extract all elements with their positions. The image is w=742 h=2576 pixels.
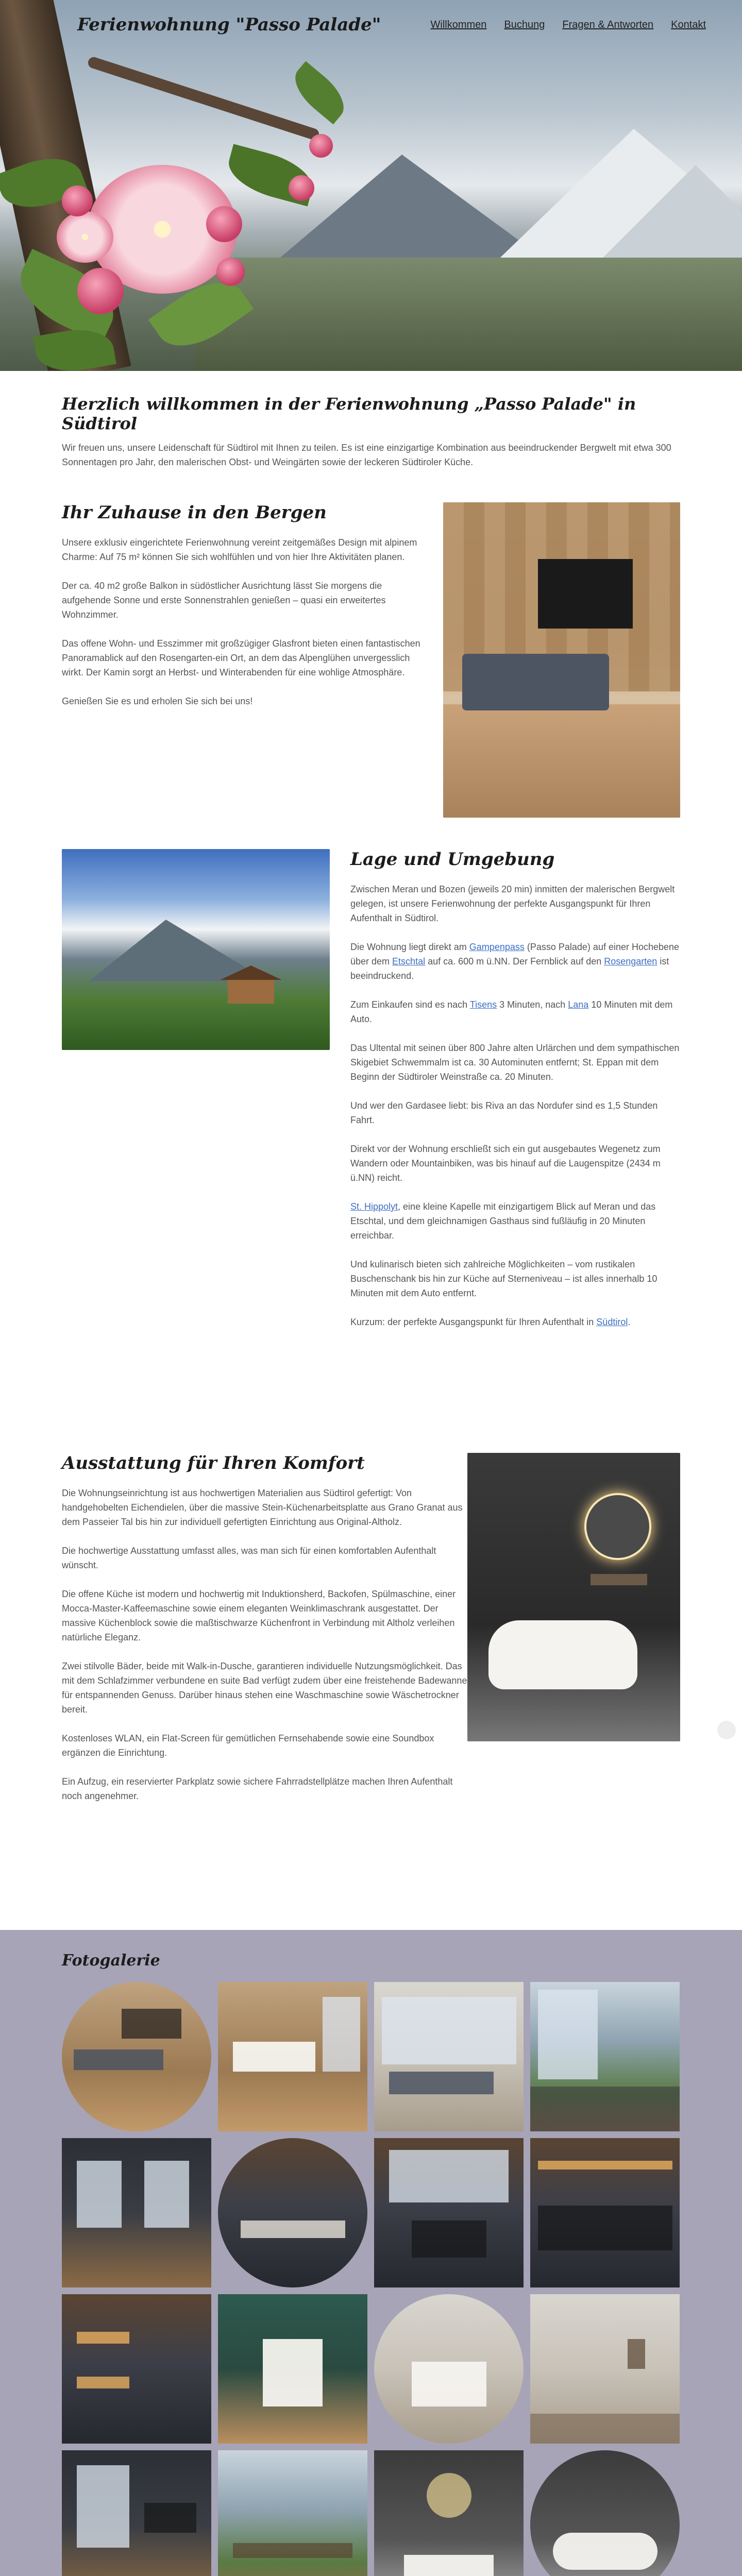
welcome-text: Wir freuen uns, unsere Leidenschaft für Südtirol mit Ihnen zu teilen. Es ist eine einzigartige Kombination aus beeindruckender Bergwelt mit etwa 300 Sonnentagen pro Jahr, den malerischen Obst- und Weingärten sowie der leckeren Südtiroler Küche. <box>62 443 671 467</box>
link-rosengarten[interactable]: Rosengarten <box>604 956 657 967</box>
gallery-grid <box>62 1982 680 2576</box>
home-paragraph: Das offene Wohn- und Esszimmer mit großzügiger Glasfront bieten einen fantastischen Panoramablick auf den Rosengarten-ein Ort, an dem das Alpenglühen unvergesslich wirkt. Der Kamin sorgt an Herbst- und Winterabenden für eine wohlige Atmosphäre. <box>62 638 420 677</box>
location-paragraph: Zwischen Meran und Bozen (jeweils 20 min) inmitten der malerischen Bergwelt gelegen, ist unsere Ferienwohnung der perfekte Ausgangspunkt für Ihren Aufenthalt in Südtirol. <box>350 884 675 923</box>
living-room-photo <box>443 502 680 818</box>
link-suedtirol[interactable]: Südtirol <box>596 1317 628 1327</box>
gallery-section <box>0 1930 742 2576</box>
gallery-photo[interactable] <box>62 2294 211 2444</box>
gallery-photo[interactable] <box>62 2450 211 2576</box>
link-st-hippolyt[interactable]: St. Hippolyt <box>350 1201 398 1212</box>
site-brand[interactable]: Ferienwohnung "Passo Palade" <box>77 14 381 35</box>
location-paragraph: Und kulinarisch bieten sich zahlreiche Möglichkeiten – vom rustikalen Buschenschank bis hin zur Küche auf Sterneniveau – ist alles innerhalb 10 Minuten mit dem Auto entfernt. <box>350 1259 657 1298</box>
gallery-photo[interactable] <box>62 1982 211 2131</box>
link-etschtal[interactable]: Etschtal <box>392 956 426 967</box>
gallery-photo[interactable] <box>218 2294 367 2444</box>
bathroom-photo <box>467 1453 680 1741</box>
gallery-title: Fotogalerie <box>62 1952 160 1970</box>
home-paragraph: Genießen Sie es und erholen Sie sich bei uns! <box>62 696 253 706</box>
comfort-section <box>0 1453 742 1803</box>
location-paragraph: Das Ultental mit seinen über 800 Jahre alten Urlärchen und dem sympathischen Skigebiet Schwemmalm ist ca. 30 Autominuten entfernt; St. Eppan mit dem Beginn der Südtiroler Weinstraße ca. 20 Minuten. <box>350 1043 680 1082</box>
gallery-photo[interactable] <box>530 2138 680 2287</box>
home-paragraph: Unsere exklusiv eingerichtete Ferienwohnung vereint zeitgemäßes Design mit alpinem Charme: Auf 75 m² können Sie sich wohlfühlen und von hier Ihre Aktivitäten planen. <box>62 537 417 562</box>
comfort-paragraph: Die offene Küche ist modern und hochwertig mit Induktionsherd, Backofen, Spülmaschine, einer Mocca-Master-Kaffeemaschine sowie einem eleganten Weinklimaschrank ausgestattet. Der massive Küchenblock sowie die maßtischwarze Küchenfront in Verbindung mit Altholz verleihen natürliche Eleganz. <box>62 1589 456 1642</box>
location-paragraph: St. Hippolyt, eine kleine Kapelle mit einzigartigem Blick auf Meran und das Etschtal, und dem gleichnamigen Gasthaus sind fußläufig in 20 Minuten erreichbar. <box>350 1201 656 1241</box>
gallery-photo[interactable] <box>530 2294 680 2444</box>
home-section <box>0 502 742 818</box>
home-title: Ihr Zuhause in den Bergen <box>62 502 327 523</box>
link-lana[interactable]: Lana <box>568 999 589 1010</box>
nav-buchung[interactable]: Buchung <box>504 19 545 30</box>
hero-image <box>0 0 742 371</box>
location-paragraph: Kurzum: der perfekte Ausgangspunkt für Ihren Aufenthalt in Südtirol. <box>350 1317 631 1327</box>
home-paragraph: Der ca. 40 m2 große Balkon in südöstlicher Ausrichtung lässt Sie morgens die aufgehende Sonne und erste Sonnenstrahlen genießen – quasi ein erweitertes Wohnzimmer. <box>62 581 386 620</box>
nav-fragen-antworten[interactable]: Fragen & Antworten <box>562 19 654 30</box>
location-paragraph: Die Wohnung liegt direkt am Gampenpass (Passo Palade) auf einer Hochebene über dem Etschtal auf ca. 600 m ü.NN. Der Fernblick auf den Rosengarten ist beeindruckend. <box>350 942 680 981</box>
location-paragraph: Und wer den Gardasee liebt: bis Riva an das Nordufer sind es 1,5 Stunden Fahrt. <box>350 1100 658 1125</box>
landscape-photo <box>62 849 330 1050</box>
location-paragraph: Zum Einkaufen sind es nach Tisens 3 Minuten, nach Lana 10 Minuten mit dem Auto. <box>350 999 673 1024</box>
comfort-paragraph: Die hochwertige Ausstattung umfasst alles, was man sich für einen komfortablen Aufenthalt wünscht. <box>62 1546 436 1570</box>
gallery-photo[interactable] <box>374 1982 524 2131</box>
comfort-paragraph: Die Wohnungseinrichtung ist aus hochwertigen Materialien aus Südtirol gefertigt: Von handgehobelten Eichendielen, über die massive Stein-Küchenarbeitsplatte aus Grano Granat aus dem Passeier Tal bis hin zur individuell gefertigten Einrichtung aus Original-Altholz. <box>62 1488 463 1527</box>
comfort-paragraph: Ein Aufzug, ein reservierter Parkplatz sowie sichere Fahrradstellplätze machen Ihren Aufenthalt noch angenehmer. <box>62 1776 453 1801</box>
nav-willkommen[interactable]: Willkommen <box>430 19 487 30</box>
gallery-photo[interactable] <box>218 2450 367 2576</box>
main-nav <box>431 19 706 31</box>
location-section <box>0 849 742 1329</box>
location-paragraph: Direkt vor der Wohnung erschließt sich ein gut ausgebautes Wegenetz zum Wandern oder Mountainbiken, was bis hinauf auf die Laugenspitze (2434 m ü.NN) reicht. <box>350 1144 661 1183</box>
welcome-section <box>0 394 742 469</box>
gallery-photo[interactable] <box>218 1982 367 2131</box>
scroll-arrow-icon[interactable] <box>717 1721 736 1739</box>
comfort-paragraph: Zwei stilvolle Bäder, beide mit Walk-in-Dusche, garantieren individuelle Nutzungsmöglichkeit. Das mit dem Schlafzimmer verbundene en suite Bad verfügt zudem über eine freistehende Badewanne für entspannenden Genuss. Darüber hinaus stehen eine Waschmaschine sowie Wäschetrockner bereit. <box>62 1661 467 1715</box>
gallery-photo[interactable] <box>530 1982 680 2131</box>
top-navigation <box>0 0 742 49</box>
welcome-title: Herzlich willkommen in der Ferienwohnung „Passo Palade" in Südtirol <box>62 394 636 433</box>
gallery-photo[interactable] <box>374 2450 524 2576</box>
gallery-photo[interactable] <box>62 2138 211 2287</box>
link-tisens[interactable]: Tisens <box>469 999 497 1010</box>
link-gampenpass[interactable]: Gampenpass <box>469 942 525 952</box>
location-title: Lage und Umgebung <box>350 849 555 870</box>
gallery-photo[interactable] <box>530 2450 680 2576</box>
comfort-title: Ausstattung für Ihren Komfort <box>62 1453 365 1473</box>
comfort-paragraph: Kostenloses WLAN, ein Flat-Screen für gemütlichen Fernsehabende sowie eine Soundbox ergänzen die Einrichtung. <box>62 1733 434 1758</box>
gallery-photo[interactable] <box>218 2138 367 2287</box>
gallery-photo[interactable] <box>374 2138 524 2287</box>
gallery-photo[interactable] <box>374 2294 524 2444</box>
nav-kontakt[interactable]: Kontakt <box>671 19 706 30</box>
